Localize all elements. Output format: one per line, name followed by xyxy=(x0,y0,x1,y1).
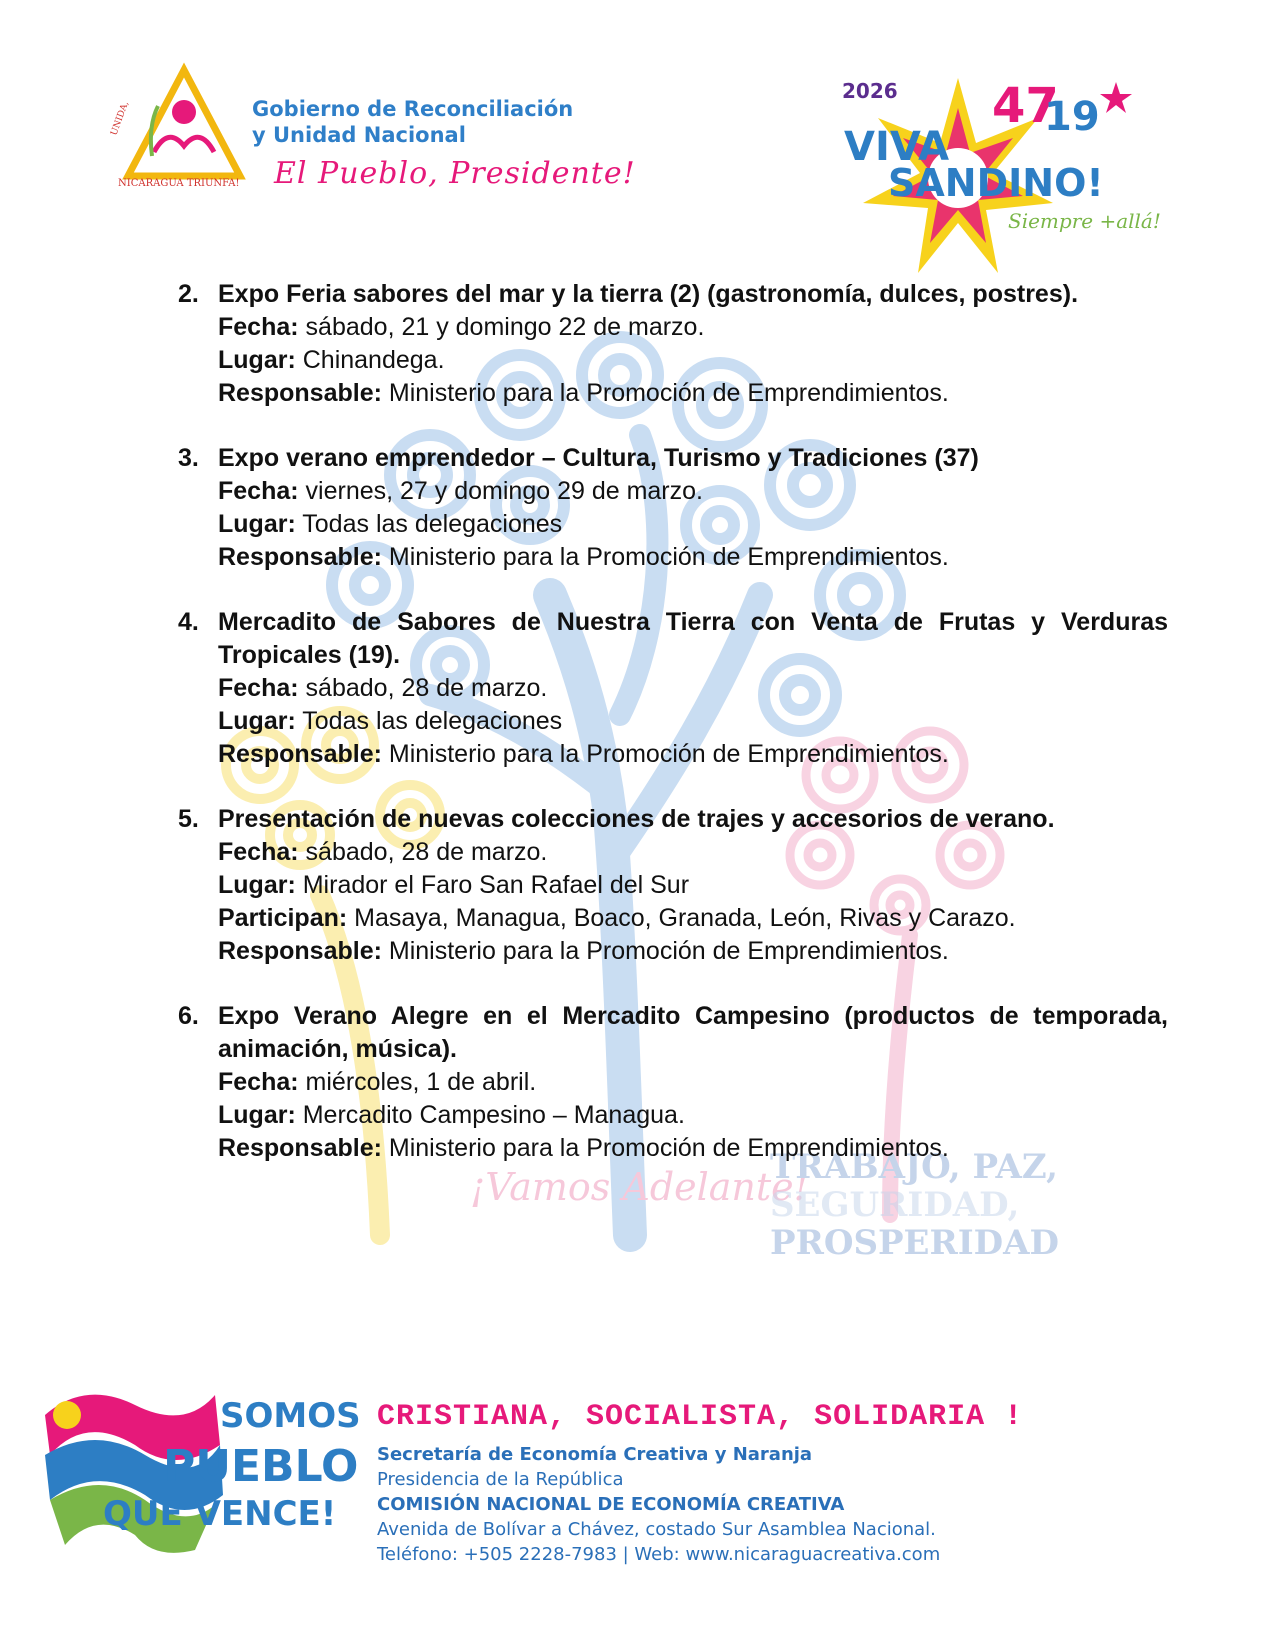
item-body xyxy=(218,278,1168,410)
item-field xyxy=(218,738,1168,771)
item-title: Mercadito de Sabores de Nuestra Tierra con Venta de Frutas y Verduras Tropicales (19). xyxy=(218,608,1168,669)
gov-name-line-1: Gobierno de Reconciliación xyxy=(252,97,574,121)
item-field xyxy=(218,475,1168,508)
item-number: 6. xyxy=(178,1002,199,1030)
footer-comision: COMISIÓN NACIONAL DE ECONOMÍA CREATIVA xyxy=(377,1494,845,1515)
item-title: Presentación de nuevas colecciones de trajes y accesorios de verano. xyxy=(218,805,1055,833)
field-value: sábado, 28 de marzo. xyxy=(305,674,548,702)
list-item xyxy=(178,803,1168,968)
list-item xyxy=(178,442,1168,574)
field-label: Fecha: xyxy=(218,1068,299,1096)
item-number: 5. xyxy=(178,805,199,833)
field-label: Fecha: xyxy=(218,838,299,866)
field-value: Todas las delegaciones xyxy=(302,510,563,538)
somos-pueblo-logo xyxy=(45,1385,365,1565)
viva-47: 47 xyxy=(992,78,1059,134)
field-label: Lugar: xyxy=(218,1101,296,1129)
footer-logo-line-2: PUEBLO xyxy=(163,1441,359,1492)
item-title: Expo verano emprendedor – Cultura, Turismo y Tradiciones (37) xyxy=(218,444,979,472)
field-label: Lugar: xyxy=(218,707,296,735)
watermark-slogan-line-3: PROSPERIDAD xyxy=(770,1223,1059,1263)
field-label: Fecha: xyxy=(218,477,299,505)
gov-name-line-2: y Unidad Nacional xyxy=(252,123,466,147)
field-value: viernes, 27 y domingo 29 de marzo. xyxy=(305,477,703,505)
item-title: Expo Verano Alegre en el Mercadito Campesino (productos de temporada, animación, música). xyxy=(218,1002,1168,1063)
item-field xyxy=(218,508,1168,541)
field-value: Masaya, Managua, Boaco, Granada, León, Rivas y Carazo. xyxy=(354,904,1016,932)
footer-contact-line: Teléfono: +505 2228-7983 | Web: www.nicaraguacreativa.com xyxy=(377,1544,941,1565)
field-label: Lugar: xyxy=(218,871,296,899)
item-field xyxy=(218,705,1168,738)
item-field xyxy=(218,1132,1168,1165)
field-value: Chinandega. xyxy=(302,346,445,374)
field-label: Participan: xyxy=(218,904,348,932)
watermark-adelante: ¡Vamos Adelante! xyxy=(470,1165,809,1209)
field-label: Responsable: xyxy=(218,543,382,571)
watermark-slogan-line-2: SEGURIDAD, xyxy=(770,1185,1020,1225)
list-item xyxy=(178,606,1168,771)
item-title: Expo Feria sabores del mar y la tierra (2) (gastronomía, dulces, postres). xyxy=(218,280,1079,308)
field-value: sábado, 28 de marzo. xyxy=(305,838,548,866)
field-value: Ministerio para la Promoción de Emprendimientos. xyxy=(388,379,949,407)
field-label: Lugar: xyxy=(218,346,296,374)
field-value: Mercadito Campesino – Managua. xyxy=(302,1101,685,1129)
item-number: 3. xyxy=(178,444,199,472)
item-field xyxy=(218,344,1168,377)
viva-tagline: Siempre +allá! xyxy=(1008,209,1161,233)
field-value: miércoles, 1 de abril. xyxy=(305,1068,537,1096)
footer-motto: CRISTIANA, SOCIALISTA, SOLIDARIA ! xyxy=(377,1400,1024,1434)
item-body xyxy=(218,606,1168,771)
footer-presidencia: Presidencia de la República xyxy=(377,1469,624,1490)
viva-line-2: SANDINO! xyxy=(888,161,1104,205)
item-number: 2. xyxy=(178,280,199,308)
field-value: Ministerio para la Promoción de Emprendimientos. xyxy=(388,1134,949,1162)
item-body xyxy=(218,803,1168,968)
item-field xyxy=(218,836,1168,869)
viva-year: 2026 xyxy=(842,79,898,103)
item-field xyxy=(218,935,1168,968)
field-value: Mirador el Faro San Rafael del Sur xyxy=(302,871,690,899)
field-label: Responsable: xyxy=(218,379,382,407)
field-value: Todas las delegaciones xyxy=(302,707,563,735)
item-number: 4. xyxy=(178,608,199,636)
footer-secretaria: Secretaría de Economía Creativa y Naranja xyxy=(377,1444,813,1465)
viva-19: 19 xyxy=(1044,94,1100,140)
government-name xyxy=(252,96,636,191)
field-label: Responsable: xyxy=(218,937,382,965)
item-field xyxy=(218,1066,1168,1099)
item-field xyxy=(218,902,1168,935)
item-body xyxy=(218,442,1168,574)
item-field xyxy=(218,541,1168,574)
item-field xyxy=(218,377,1168,410)
field-value: sábado, 21 y domingo 22 de marzo. xyxy=(305,313,705,341)
field-value: Ministerio para la Promoción de Emprendimientos. xyxy=(388,543,949,571)
list-item xyxy=(178,278,1168,410)
emblem-unida-text: UNIDA, xyxy=(109,100,131,138)
field-label: Lugar: xyxy=(218,510,296,538)
viva-sandino-logo xyxy=(842,68,1161,264)
field-label: Responsable: xyxy=(218,740,382,768)
gov-slogan: El Pueblo, Presidente! xyxy=(274,156,636,191)
footer-logo-line-3: QUE VENCE! xyxy=(103,1494,337,1534)
footer-contact xyxy=(377,1400,1023,1567)
footer-address: Avenida de Bolívar a Chávez, costado Sur Asamblea Nacional. xyxy=(377,1519,936,1540)
field-label: Fecha: xyxy=(218,313,299,341)
activities-list xyxy=(178,278,1168,1197)
item-field xyxy=(218,672,1168,705)
item-field xyxy=(218,311,1168,344)
emblem-arc-text: NICARAGUA TRIUNFA! xyxy=(118,178,240,189)
item-field xyxy=(218,1099,1168,1132)
viva-line-1: VIVA xyxy=(844,124,950,170)
field-value: Ministerio para la Promoción de Emprendimientos. xyxy=(388,937,949,965)
list-item xyxy=(178,1000,1168,1165)
field-value: Ministerio para la Promoción de Emprendimientos. xyxy=(388,740,949,768)
item-field xyxy=(218,869,1168,902)
item-body xyxy=(218,1000,1168,1165)
field-label: Responsable: xyxy=(218,1134,382,1162)
field-label: Fecha: xyxy=(218,674,299,702)
footer-logo-line-1: SOMOS xyxy=(220,1396,361,1436)
watermark-slogan-line-1: TRABAJO, PAZ, xyxy=(770,1147,1058,1187)
